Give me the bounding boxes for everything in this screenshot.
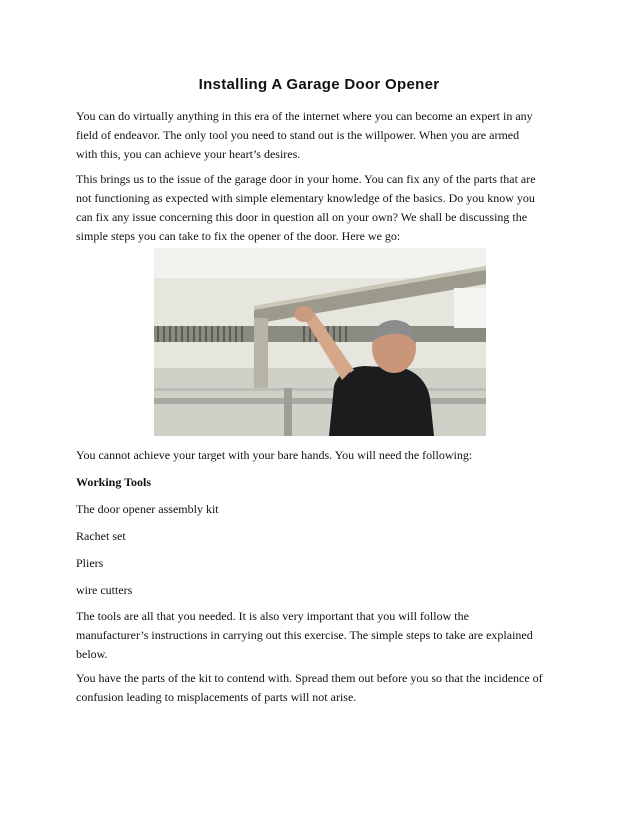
tool-item: The door opener assembly kit	[76, 502, 219, 516]
bare-hands-paragraph	[76, 446, 576, 465]
instructions-paragraph	[76, 607, 576, 664]
intro-paragraph	[76, 107, 576, 164]
kit-parts-paragraph	[76, 669, 576, 707]
paragraph-line: not functioning as expected with simple elementary knowledge of the basics. Do you know you	[76, 191, 535, 205]
paragraph-line: can fix any issue concerning this door in question all on your own? We shall be discussing the	[76, 210, 528, 224]
paragraph-line: with this, you can achieve your heart’s desires.	[76, 147, 301, 161]
paragraph-line: simple steps you can take to fix the opener of the door. Here we go:	[76, 229, 401, 243]
paragraph-line: below.	[76, 647, 108, 661]
tools-heading: Working Tools	[76, 475, 152, 489]
garage-door-paragraph	[76, 170, 576, 246]
paragraph-line: manufacturer’s instructions in carrying out this exercise. The simple steps to take are explained	[76, 628, 533, 642]
paragraph-line: confusion leading to misplacements of parts will not arise.	[76, 690, 357, 704]
paragraph-line: You can do virtually anything in this era of the internet where you can become an expert in any	[76, 109, 533, 123]
tool-item: Rachet set	[76, 529, 126, 543]
paragraph-line: The tools are all that you needed. It is also very important that you will follow the	[76, 609, 469, 623]
paragraph-line: field of endeavor. The only tool you need to stand out is the willpower. When you are armed	[76, 128, 520, 142]
paragraph-line: You have the parts of the kit to contend with. Spread them out before you so that the incidence of	[76, 671, 543, 685]
page-title: Installing A Garage Door Opener	[198, 76, 440, 93]
paragraph-line: You cannot achieve your target with your bare hands. You will need the following:	[76, 448, 473, 462]
tool-item: Pliers	[76, 556, 104, 570]
paragraph-line: This brings us to the issue of the garage door in your home. You can fix any of the parts that are	[76, 172, 536, 186]
tool-item: wire cutters	[76, 583, 133, 597]
garage-opener-photo	[154, 248, 486, 436]
